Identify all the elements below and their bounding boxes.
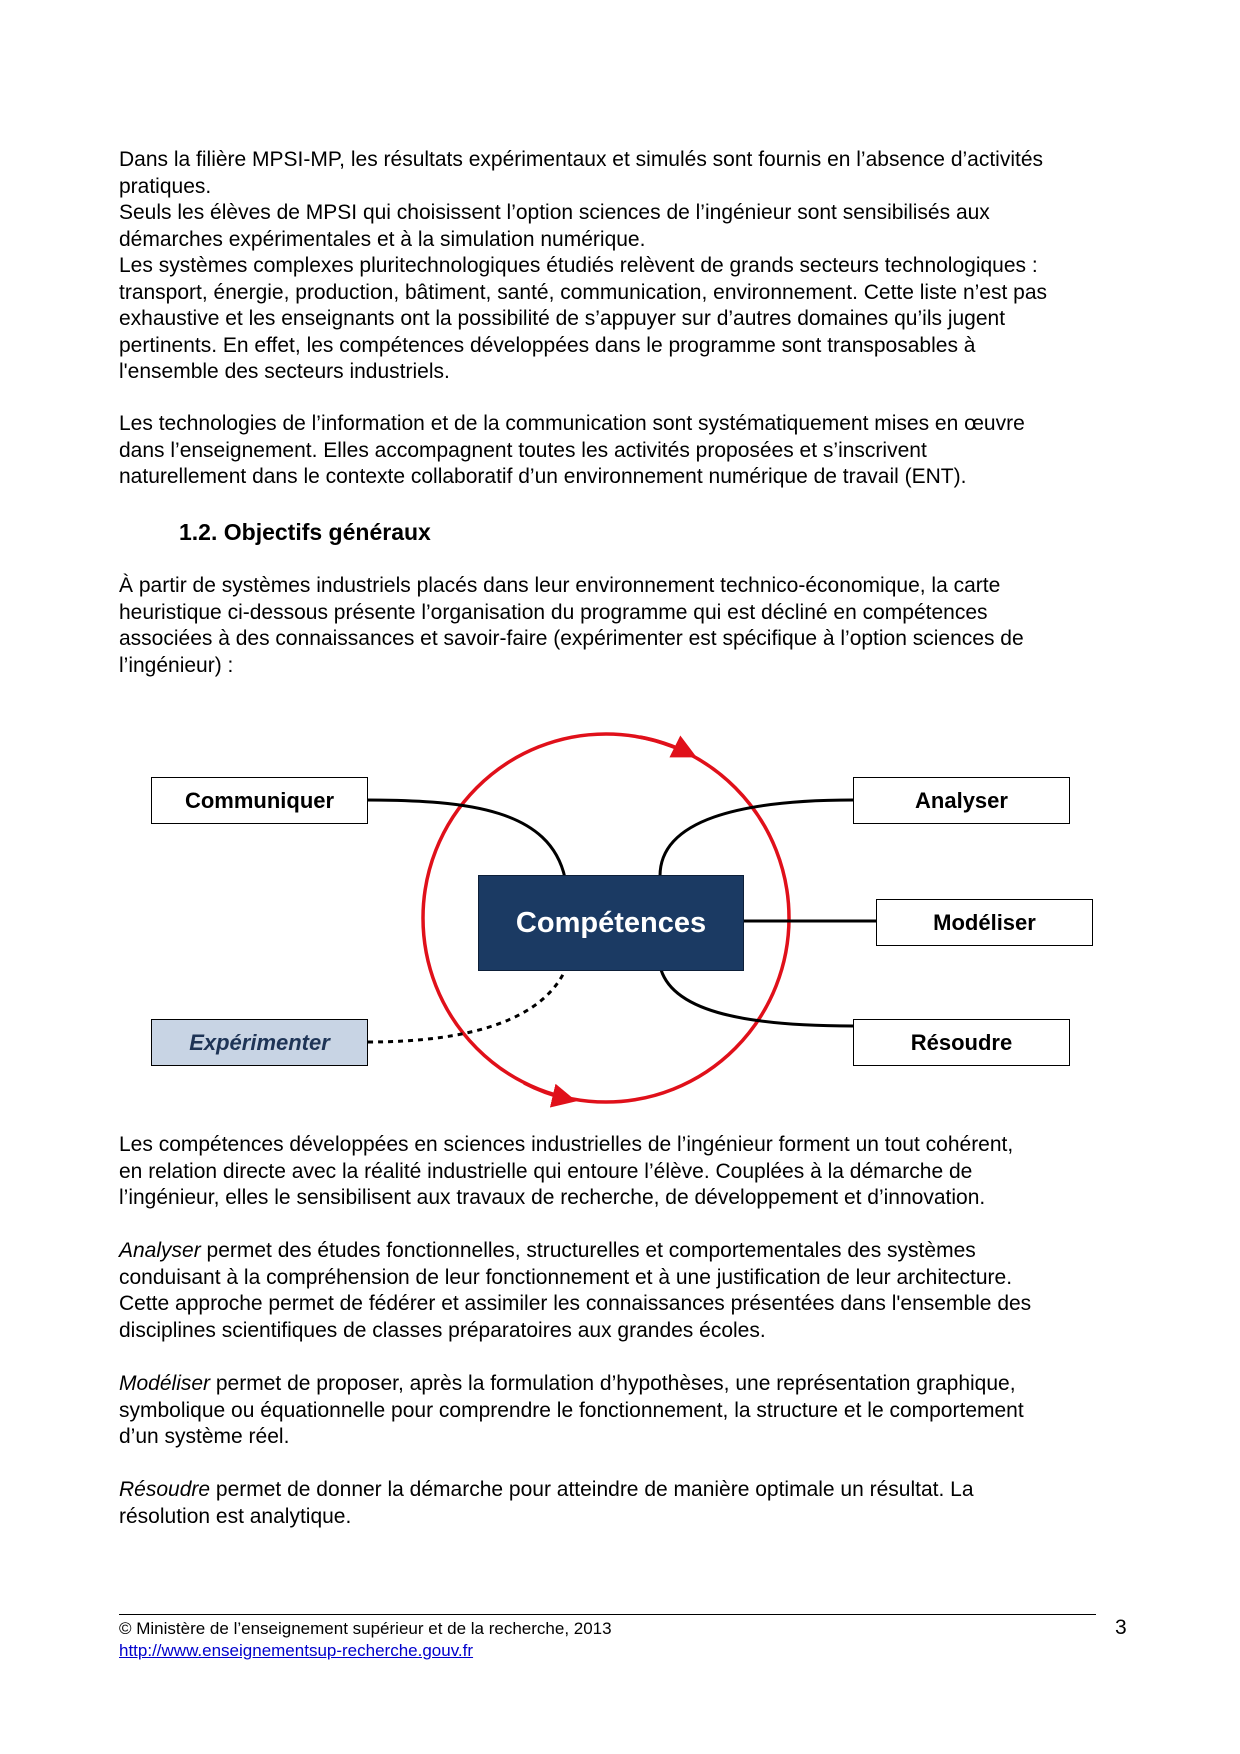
node-competences <box>478 875 744 971</box>
text-line: naturellement dans le contexte collaboratif d’un environnement numérique de travail (ENT). <box>119 465 967 488</box>
text-line: l'ensemble des secteurs industriels. <box>119 360 450 383</box>
competences-mind-map <box>0 700 1240 1140</box>
paragraph-modeliser <box>119 1371 1128 1451</box>
text-line: Cette approche permet de fédérer et assimiler les connaissances présentées dans l'ensemble des <box>119 1292 1032 1315</box>
text-fragment: permet de proposer, après la formulation d’hypothèses, une représentation graphique, <box>210 1372 1016 1395</box>
connector-resoudre <box>660 966 853 1026</box>
text-line: Les systèmes complexes pluritechnologiques étudiés relèvent de grands secteurs technologiques : <box>119 254 1038 277</box>
node-label: Compétences <box>515 906 707 939</box>
term-analyser: Analyser <box>119 1239 201 1262</box>
page-number: 3 <box>1115 1616 1127 1639</box>
node-label: Analyser <box>915 787 1008 813</box>
node-modeliser <box>876 899 1093 946</box>
paragraph-carte-heuristique <box>119 573 1128 679</box>
text-line: dans l’enseignement. Elles accompagnent toutes les activités proposées et s’inscrivent <box>119 438 927 462</box>
connector-experimenter <box>368 966 567 1042</box>
term-modeliser: Modéliser <box>119 1372 211 1395</box>
node-label: Modéliser <box>933 909 1036 935</box>
connector-communiquer <box>366 800 565 878</box>
text-line: symbolique ou équationnelle pour comprendre le fonctionnement, la structure et le comportement <box>119 1398 1024 1422</box>
paragraph-analyser <box>119 1238 1128 1344</box>
text-line: Les compétences développées en sciences industrielles de l’ingénieur forment un tout cohérent, <box>119 1133 1014 1156</box>
node-label: Communiquer <box>184 787 335 813</box>
section-heading: 1.2. Objectifs généraux <box>179 519 431 545</box>
paragraph-resoudre <box>119 1477 1128 1530</box>
text-line: disciplines scientifiques de classes préparatoires aux grandes écoles. <box>119 1318 766 1342</box>
text-line: pratiques. <box>119 174 212 198</box>
text-fragment: permet de donner la démarche pour atteindre de manière optimale un résultat. La <box>210 1478 974 1501</box>
text-line <box>119 1238 1128 1265</box>
text-line: exhaustive et les enseignants ont la possibilité de s’appuyer sur d’autres domaines qu’ils jugent <box>119 307 1006 330</box>
footer-copyright: © Ministère de l’enseignement supérieur et de la recherche, 2013 <box>119 1619 612 1638</box>
paragraph-systemes <box>119 253 1128 386</box>
text-line: Les technologies de l’information et de la communication sont systématiquement mises en œuvre <box>119 412 1025 435</box>
node-resoudre <box>853 1019 1070 1066</box>
term-resoudre: Résoudre <box>119 1478 211 1501</box>
node-label: Expérimenter <box>189 1029 330 1055</box>
text-line <box>119 1477 1128 1504</box>
text-line: l’ingénieur) : <box>119 653 234 677</box>
paragraph-tic <box>119 411 1128 491</box>
text-line: conduisant à la compréhension de leur fonctionnement et à une justification de leur architecture. <box>119 1265 1013 1289</box>
text-line: l’ingénieur, elles le sensibilisent aux travaux de recherche, de développement et d’innovation. <box>119 1186 986 1209</box>
text-line <box>119 1371 1128 1398</box>
paragraph-option-si <box>119 200 1128 253</box>
node-label: Résoudre <box>910 1029 1013 1055</box>
text-line: pertinents. En effet, les compétences développées dans le programme sont transposables à <box>119 333 976 357</box>
footer-divider <box>119 1614 1096 1615</box>
text-line: Dans la filière MPSI-MP, les résultats expérimentaux et simulés sont fournis en l’absence d’activités <box>119 148 1044 171</box>
text-fragment: permet des études fonctionnelles, structurelles et comportementales des systèmes <box>200 1239 976 1262</box>
text-line: À partir de systèmes industriels placés dans leur environnement technico-économique, la carte <box>119 574 1001 597</box>
paragraph-competences-coherentes <box>119 1132 1128 1212</box>
node-analyser <box>853 777 1070 824</box>
cycle-arrow-bottom <box>524 1083 567 1099</box>
text-line: résolution est analytique. <box>119 1504 352 1528</box>
footer <box>119 1618 612 1662</box>
text-line: transport, énergie, production, bâtiment, santé, communication, environnement. Cette liste n’est pas <box>119 280 1047 304</box>
text-line: démarches expérimentales et à la simulation numérique. <box>119 227 646 251</box>
footer-link[interactable]: http://www.enseignementsup-recherche.gouv.fr <box>119 1641 474 1660</box>
text-line: d’un système réel. <box>119 1425 290 1448</box>
node-experimenter <box>151 1019 368 1066</box>
text-line: en relation directe avec la réalité industrielle qui entoure l’élève. Couplées à la démarche de <box>119 1159 973 1183</box>
text-line: associées à des connaissances et savoir-faire (expérimenter est spécifique à l’option sciences de <box>119 627 1024 650</box>
node-communiquer <box>151 777 368 824</box>
text-line: heuristique ci-dessous présente l’organisation du programme qui est décliné en compétences <box>119 600 988 624</box>
text-line: Seuls les élèves de MPSI qui choisissent l’option sciences de l’ingénieur sont sensibilisés aux <box>119 201 990 224</box>
paragraph-filiere <box>119 147 1128 200</box>
